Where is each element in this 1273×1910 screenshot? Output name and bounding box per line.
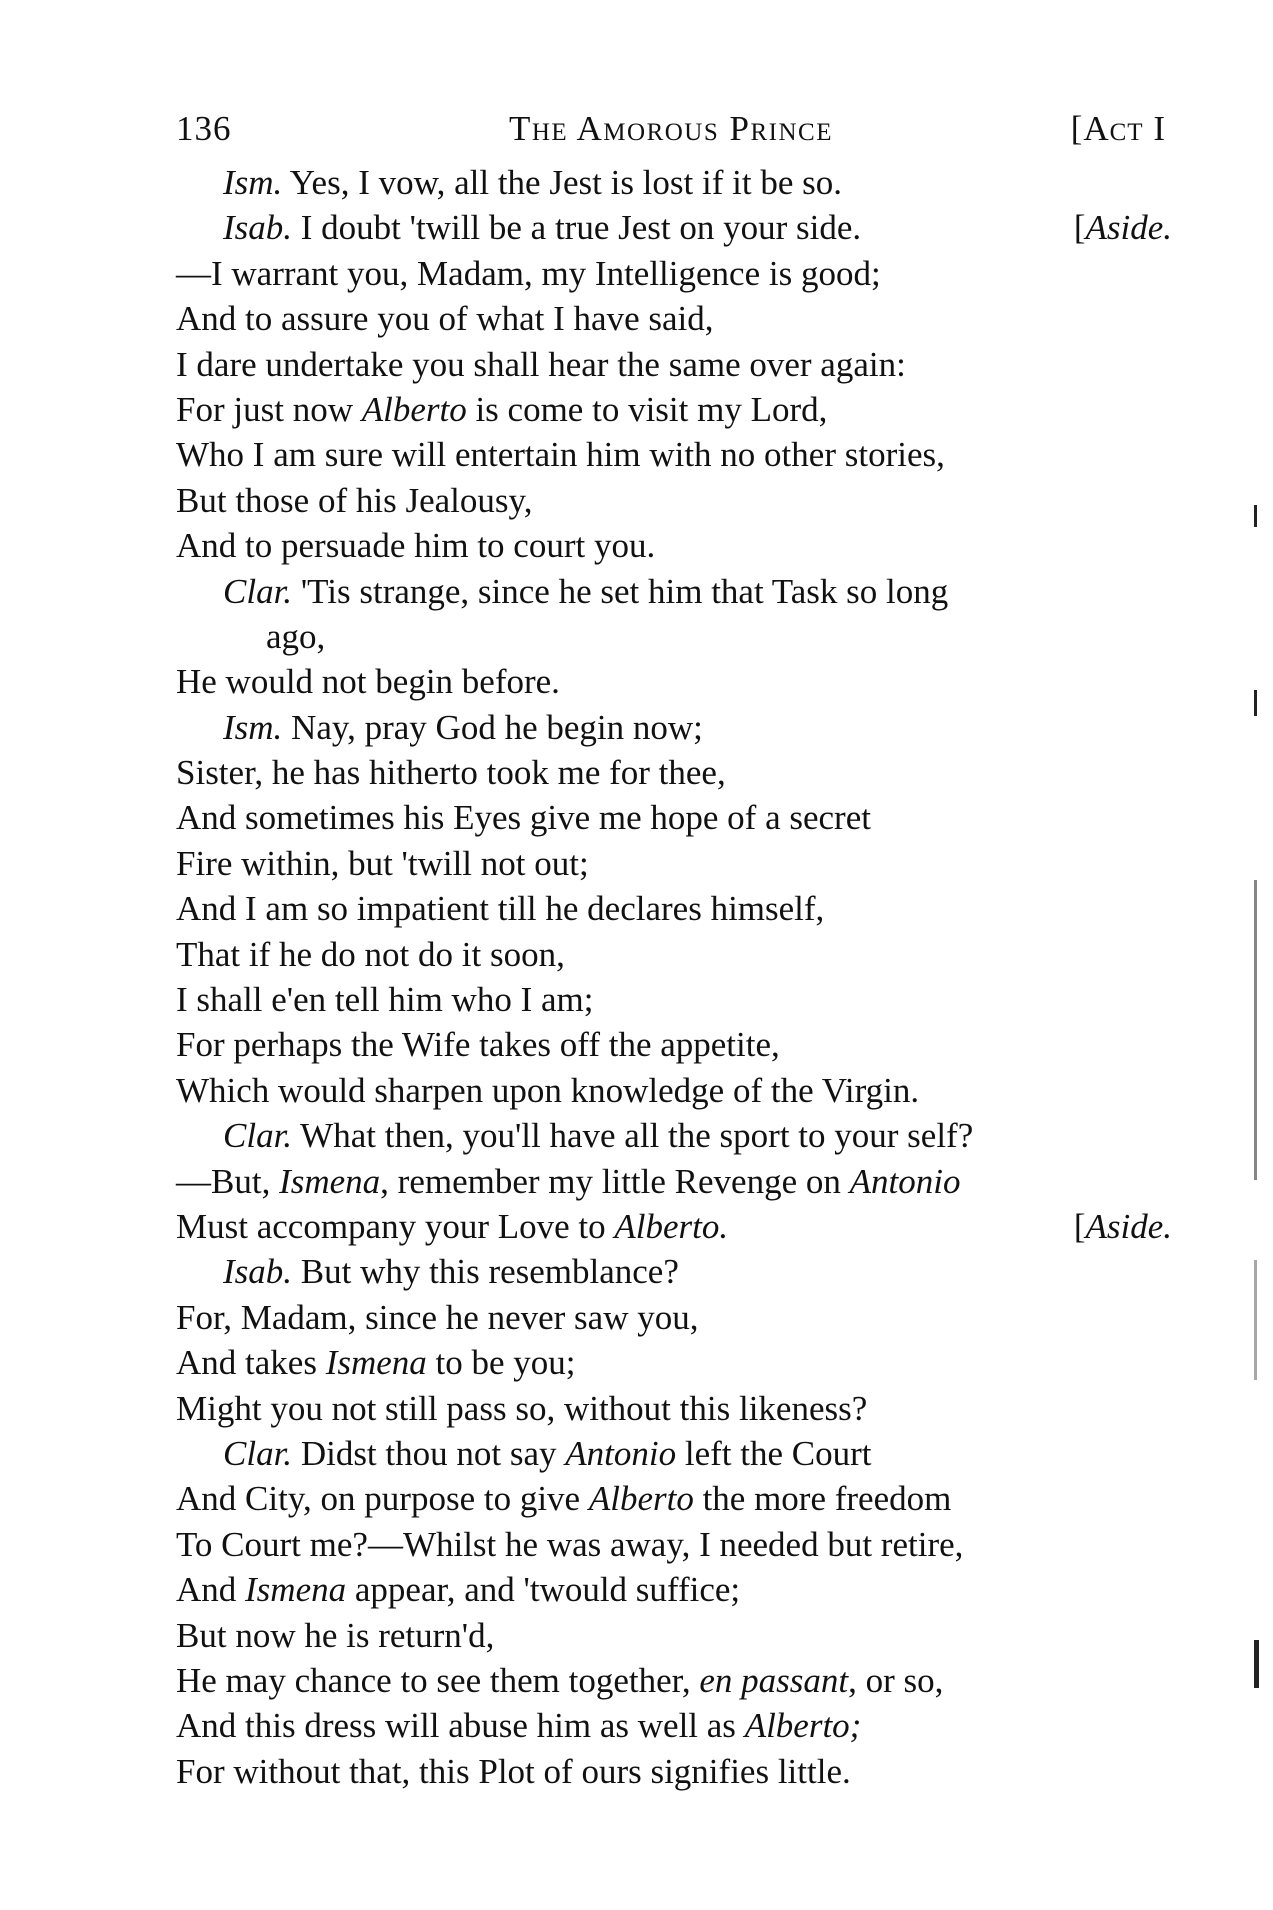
scan-edge-mark — [1254, 1260, 1257, 1380]
verse-line — [176, 342, 1172, 387]
verse-line — [176, 160, 1172, 205]
line-text: —I warrant you, Madam, my Intelligence is good; — [176, 253, 881, 293]
line-text: ago, — [266, 616, 326, 656]
verse-line — [176, 569, 1172, 614]
aside-bracket: [ — [1073, 1206, 1086, 1246]
act-marker: [Act I — [1070, 109, 1166, 148]
line-text: Might you not still pass so, without this likeness? — [176, 1388, 868, 1428]
foreign-phrase: en passant — [699, 1660, 849, 1700]
line-text: Sister, he has hitherto took me for thee, — [176, 753, 726, 793]
stage-direction-aside — [1074, 1204, 1172, 1249]
line-text: Must accompany your Love to — [176, 1206, 615, 1246]
verse-line — [176, 750, 1172, 795]
verse-line — [176, 1159, 1172, 1204]
line-text: He may chance to see them together, — [176, 1660, 700, 1700]
line-text: I doubt 'twill be a true Jest on your side. — [292, 208, 862, 248]
verse-line — [176, 705, 1172, 750]
line-text: Fire within, but 'twill not out; — [176, 843, 589, 883]
line-text: What then, you'll have all the sport to your self? — [292, 1116, 974, 1156]
speaker-name: Isab. — [223, 1252, 293, 1292]
verse-line — [176, 1749, 1172, 1794]
line-text: For, Madam, since he never saw you, — [176, 1297, 699, 1337]
line-text: , remember my little Revenge on — [380, 1161, 850, 1201]
verse-line — [176, 1340, 1172, 1385]
verse-line — [176, 1295, 1172, 1340]
verse-line — [176, 1431, 1172, 1476]
character-name: Antonio — [849, 1161, 961, 1201]
verse-line-continuation — [176, 614, 1172, 659]
speaker-name: Isab. — [223, 208, 293, 248]
verse-line — [176, 1476, 1172, 1521]
verse-line — [176, 1022, 1172, 1067]
verse-line — [176, 1613, 1172, 1658]
line-text: Nay, pray God he begin now; — [282, 707, 703, 747]
line-text: And I am so impatient till he declares himself, — [176, 889, 825, 929]
line-text: —But, — [176, 1161, 280, 1201]
line-text: Didst thou not say — [292, 1433, 566, 1473]
line-text: And takes — [176, 1343, 326, 1383]
verse-line — [176, 296, 1172, 341]
line-text: 'Tis strange, since he set him that Task so long — [292, 571, 949, 611]
line-text: Which would sharpen upon knowledge of the Virgin. — [176, 1070, 920, 1110]
page-number: 136 — [176, 109, 232, 148]
verse-line — [176, 387, 1172, 432]
line-text: I shall e'en tell him who I am; — [176, 980, 594, 1020]
play-text — [176, 160, 1172, 1794]
verse-line — [176, 205, 1172, 250]
speaker-name: Clar. — [223, 571, 293, 611]
verse-line — [176, 1204, 1172, 1249]
speaker-name: Clar. — [223, 1116, 293, 1156]
line-text: Who I am sure will entertain him with no other stories, — [176, 435, 945, 475]
scan-edge-mark — [1254, 505, 1257, 527]
line-text: And — [176, 1570, 246, 1610]
line-text: , or so, — [848, 1660, 944, 1700]
character-name: Alberto; — [744, 1706, 862, 1746]
character-name: Alberto — [588, 1479, 694, 1519]
line-text: For just now — [176, 389, 362, 429]
character-name: Alberto. — [614, 1206, 729, 1246]
line-text: the more freedom — [693, 1479, 952, 1519]
line-text: But those of his Jealousy, — [176, 480, 533, 520]
verse-line — [176, 1522, 1172, 1567]
verse-line — [176, 478, 1172, 523]
scan-edge-mark — [1254, 880, 1257, 1180]
verse-line — [176, 432, 1172, 477]
verse-line — [176, 1658, 1172, 1703]
running-header — [176, 106, 1166, 152]
line-text: And sometimes his Eyes give me hope of a secret — [176, 798, 871, 838]
verse-line — [176, 977, 1172, 1022]
speaker-name: Clar. — [223, 1433, 293, 1473]
line-text: left the Court — [676, 1433, 872, 1473]
verse-line — [176, 1386, 1172, 1431]
line-text: But now he is return'd, — [176, 1615, 495, 1655]
line-text: And to assure you of what I have said, — [176, 299, 714, 339]
aside-text: Aside. — [1085, 208, 1172, 248]
speaker-name: Ism. — [223, 163, 283, 202]
line-text: Yes, I vow, all the Jest is lost if it be so. — [282, 163, 842, 202]
scan-edge-mark — [1254, 690, 1257, 716]
line-text: For perhaps the Wife takes off the appetite, — [176, 1025, 780, 1065]
verse-line — [176, 523, 1172, 568]
verse-line — [176, 1703, 1172, 1748]
line-text: I dare undertake you shall hear the same over again: — [176, 344, 906, 384]
line-text: to be you; — [426, 1343, 576, 1383]
verse-line — [176, 1249, 1172, 1294]
scan-edge-mark — [1254, 1640, 1259, 1688]
character-name: Ismena — [245, 1570, 347, 1610]
line-text: He would not begin before. — [176, 662, 560, 702]
verse-line — [176, 841, 1172, 886]
character-name: Ismena — [325, 1343, 427, 1383]
line-text: To Court me?—Whilst he was away, I needed but retire, — [176, 1524, 964, 1564]
line-text: For without that, this Plot of ours signifies little. — [176, 1751, 851, 1791]
verse-line — [176, 251, 1172, 296]
line-text: is come to visit my Lord, — [466, 389, 828, 429]
character-name: Ismena — [279, 1161, 381, 1201]
character-name: Alberto — [361, 389, 467, 429]
aside-text: Aside. — [1085, 1206, 1172, 1246]
line-text: appear, and 'twould suffice; — [346, 1570, 741, 1610]
speaker-name: Ism. — [223, 707, 283, 747]
line-text: That if he do not do it soon, — [176, 934, 565, 974]
verse-line — [176, 1567, 1172, 1612]
stage-direction-aside — [1074, 205, 1172, 250]
line-text: But why this resemblance? — [292, 1252, 679, 1292]
verse-line — [176, 1068, 1172, 1113]
verse-line — [176, 659, 1172, 704]
line-text: And this dress will abuse him as well as — [176, 1706, 745, 1746]
verse-line — [176, 932, 1172, 977]
running-title: The Amorous Prince — [509, 109, 833, 148]
aside-bracket: [ — [1073, 208, 1086, 248]
verse-line — [176, 886, 1172, 931]
line-text: And to persuade him to court you. — [176, 526, 656, 566]
line-text: And City, on purpose to give — [176, 1479, 589, 1519]
verse-line — [176, 1113, 1172, 1158]
character-name: Antonio — [565, 1433, 677, 1473]
verse-line — [176, 795, 1172, 840]
